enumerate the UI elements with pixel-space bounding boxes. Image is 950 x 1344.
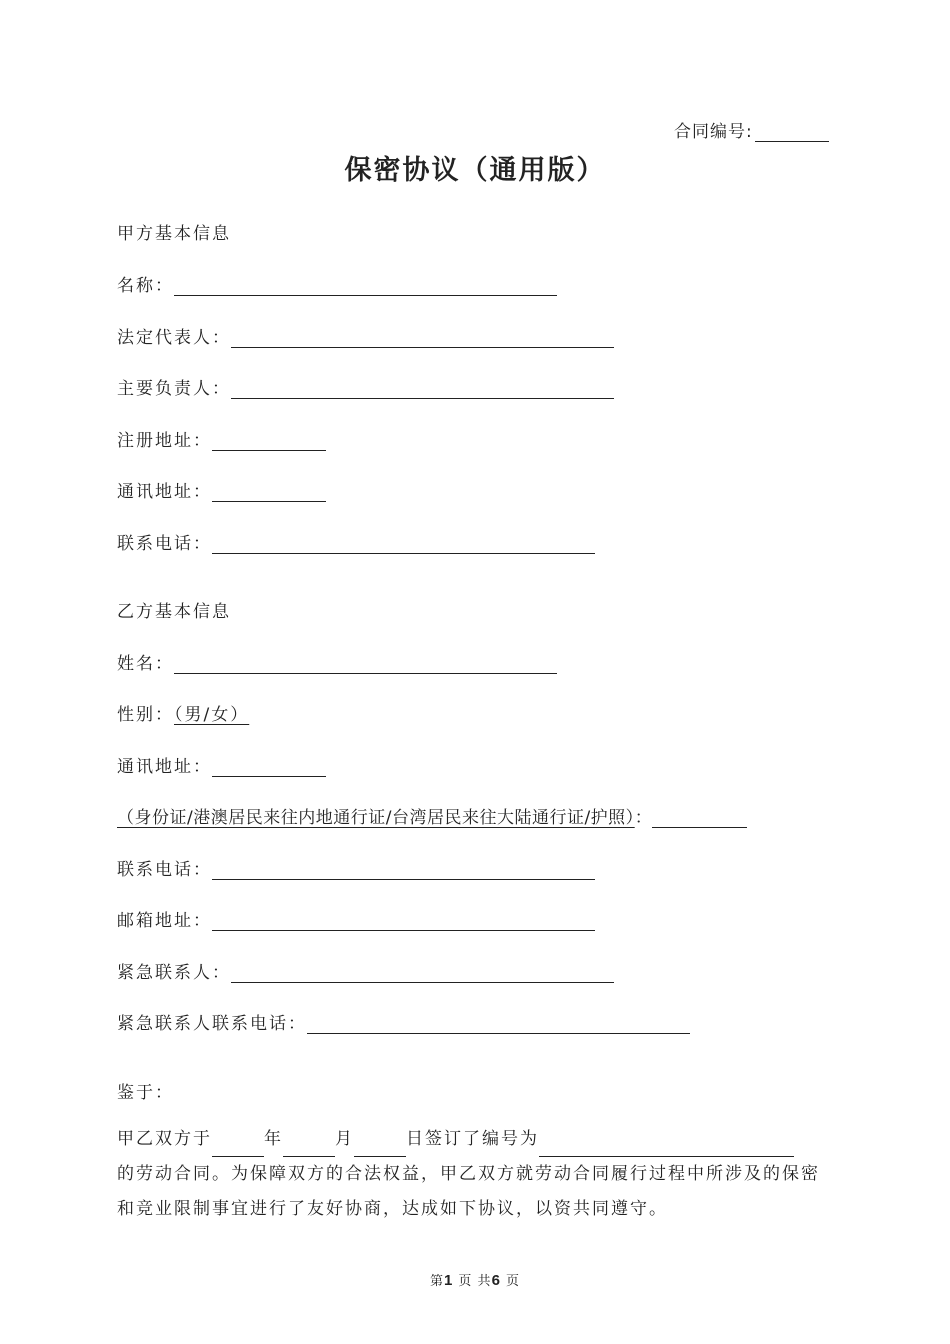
party-a-principal-blank[interactable] [231,380,614,399]
footer-suffix: 页 [500,1274,521,1289]
document-title: 保密协议（通用版） [344,155,606,186]
whereas-line-2: 的劳动合同。为保障双方的合法权益，甲乙双方就劳动合同履行过程中所涉及的保密 [117,1164,820,1184]
party-a-phone-label: 联系电话： [117,534,212,554]
party-b-id-blank[interactable] [652,809,747,828]
whereas-line-3: 和竞业限制事宜进行了友好协商，达成如下协议，以资共同遵守。 [117,1199,668,1219]
party-a-legal-rep-label: 法定代表人： [117,328,231,348]
party-a-principal-label: 主要负责人： [117,379,231,399]
current-page-number: 1 [443,1272,454,1289]
party-a-heading: 甲方基本信息 [117,224,231,244]
party-a-reg-address-label: 注册地址： [117,431,212,451]
party-b-name-blank[interactable] [174,655,557,674]
footer-mid: 页 共 [453,1274,492,1289]
party-b-emergency-row [117,958,614,983]
party-b-mail-address-label: 通讯地址： [117,757,212,777]
whereas-line-1 [117,1122,829,1157]
party-b-heading: 乙方基本信息 [117,602,231,622]
labor-contract-number-blank[interactable] [539,1138,794,1157]
party-a-legal-rep-row [117,323,614,348]
party-b-name-label: 姓名： [117,654,174,674]
party-b-phone-blank[interactable] [212,861,595,880]
party-a-mail-address-label: 通讯地址： [117,482,212,502]
party-a-principal-row [117,374,614,399]
whereas-prefix: 甲乙双方于 [117,1129,212,1149]
whereas-label: 鉴于： [117,1083,174,1103]
party-a-phone-blank[interactable] [212,535,595,554]
party-b-email-label: 邮箱地址： [117,911,212,931]
party-b-name-row [117,649,557,674]
party-b-mail-address-row [117,752,326,777]
party-b-emergency-blank[interactable] [231,964,614,983]
party-b-gender-label: 性别： [117,705,174,725]
party-b-emergency-label: 紧急联系人： [117,963,231,983]
contract-number-blank[interactable] [755,125,829,142]
party-b-email-blank[interactable] [212,912,595,931]
day-blank[interactable] [354,1138,406,1157]
whereas-paragraph [117,1122,829,1227]
party-b-id-row [117,803,747,828]
year-label: 年 [264,1129,283,1149]
party-b-gender-value[interactable]: （男/女） [174,705,250,725]
party-b-gender-row [117,700,249,725]
party-b-phone-label: 联系电话： [117,860,212,880]
party-b-id-colon: ： [634,808,653,828]
footer-prefix: 第 [429,1274,444,1289]
party-a-name-blank[interactable] [174,277,557,296]
contract-number-field [674,117,829,142]
party-b-phone-row [117,855,595,880]
page-footer [0,1270,950,1289]
party-b-emergency-phone-label: 紧急联系人联系电话： [117,1014,307,1034]
party-b-emergency-phone-blank[interactable] [307,1015,690,1034]
month-blank[interactable] [283,1138,335,1157]
party-a-phone-row [117,529,595,554]
party-a-mail-address-row [117,477,326,502]
party-b-emergency-phone-row [117,1009,690,1034]
party-a-legal-rep-blank[interactable] [231,329,614,348]
month-label: 月 [335,1129,354,1149]
party-b-mail-address-blank[interactable] [212,758,326,777]
party-a-reg-address-blank[interactable] [212,432,326,451]
day-label: 日签订了编号为 [406,1129,539,1149]
party-b-id-label: （身份证/港澳居民来往内地通行证/台湾居民来往大陆通行证/护照） [117,808,635,828]
contract-number-label: 合同编号: [674,122,753,142]
party-a-reg-address-row [117,426,326,451]
party-b-email-row [117,906,595,931]
party-a-name-label: 名称： [117,276,174,296]
year-blank[interactable] [212,1138,264,1157]
party-a-name-row [117,271,557,296]
total-page-count: 6 [491,1272,501,1289]
party-a-mail-address-blank[interactable] [212,483,326,502]
